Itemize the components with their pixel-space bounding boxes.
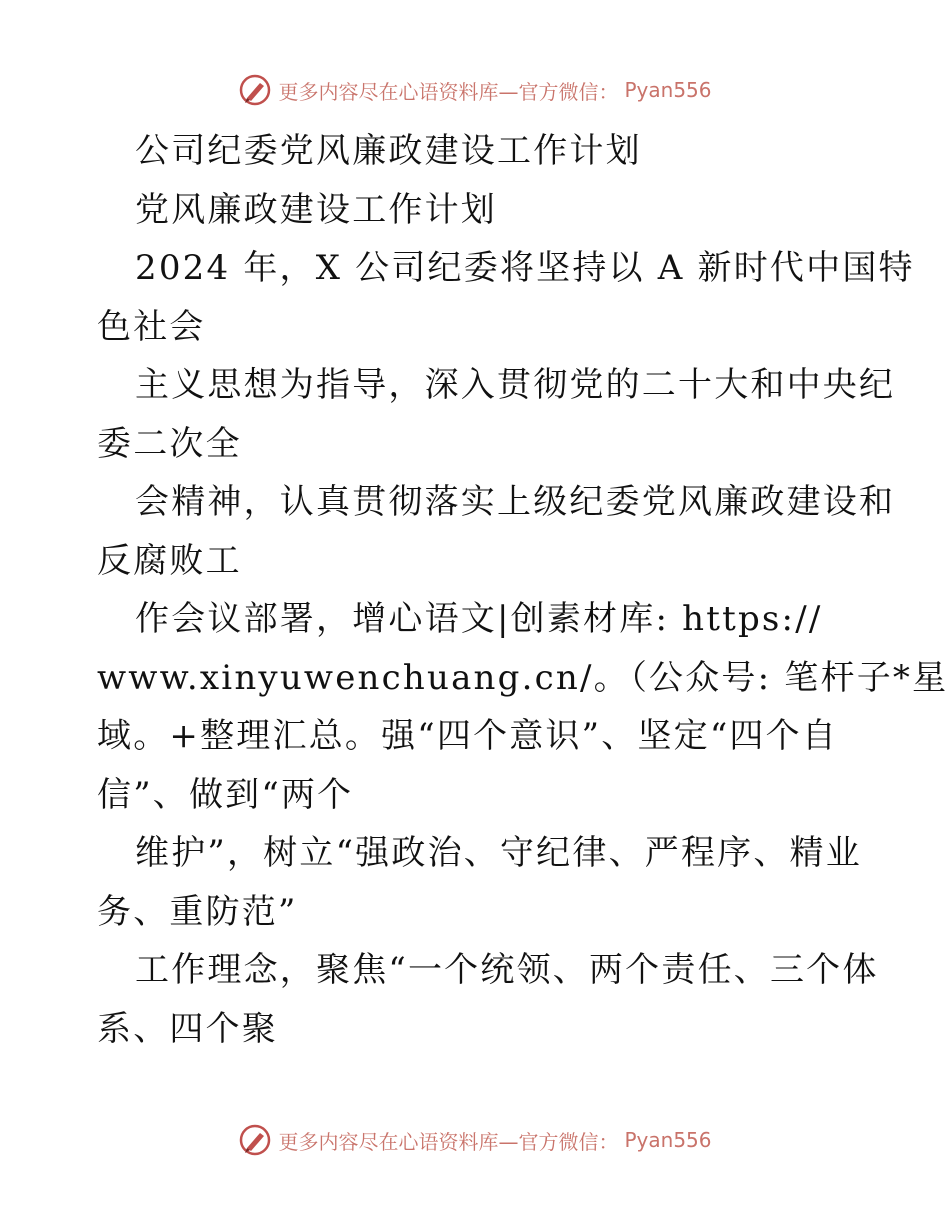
paragraph-line: 域。+整理汇总。强“四个意识”、坚定“四个自 — [97, 716, 839, 756]
paragraph-line: 委二次全 — [97, 423, 242, 464]
paragraph-line: 主义思想为指导，深入贯彻党的二十大和中央纪 — [135, 365, 896, 405]
wechat-id: Pyan556 — [624, 78, 712, 102]
document-body — [97, 122, 949, 1058]
paragraph-line: 维护”，树立“强政治、守纪律、严程序、精业 — [135, 833, 862, 873]
paragraph-line: 会精神，认真贯彻落实上级纪委党风廉政建设和 — [135, 482, 896, 522]
paragraph-line: 色社会 — [97, 306, 206, 347]
doc-title: 公司纪委党风廉政建设工作计划 — [135, 131, 642, 171]
footer-banner — [0, 1120, 950, 1160]
banner-text: 更多内容尽在心语资料库—官方微信： — [278, 1129, 619, 1154]
doc-subtitle: 党风廉政建设工作计划 — [135, 189, 497, 230]
paragraph-line: 反腐败工 — [97, 540, 242, 581]
paragraph-line: 2024 年，X 公司纪委将坚持以 A 新时代中国特 — [135, 248, 915, 288]
paragraph-line: 工作理念，聚焦“一个统领、两个责任、三个体 — [135, 950, 879, 990]
paragraph-line: 务、重防范” — [97, 891, 298, 932]
paragraph-line: 系、四个聚 — [97, 1008, 278, 1049]
paragraph-line: www.xinyuwenchuang.cn/。（公众号: 笔杆子*星 — [97, 657, 949, 698]
paragraph-line: 作会议部署，增心语文|创素材库: https:// — [135, 599, 823, 639]
pen-logo-icon — [238, 1123, 272, 1157]
wechat-id: Pyan556 — [624, 1128, 712, 1152]
banner-text: 更多内容尽在心语资料库—官方微信： — [278, 79, 619, 104]
pen-logo-icon — [238, 73, 272, 107]
header-banner — [0, 70, 950, 110]
paragraph-line: 信”、做到“两个 — [97, 774, 354, 815]
